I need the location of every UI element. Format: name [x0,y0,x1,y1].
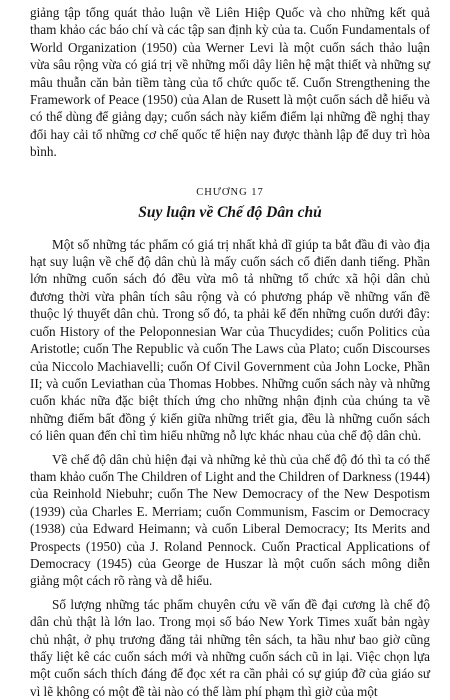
opening-paragraph: giảng tập tổng quát thảo luận về Liên Hiệp Quốc và cho những kết quả tham khảo các báo chí và các tập san định kỳ của ta. Cuốn Fundamentals of World Organization (1950) của Werner Levi là một cuốn sách thảo luận vừa sâu rộng vừa có giá trị về những mối dây liên hệ mật thiết và những sự mâu thuẫn căn bản tiềm tàng của tổ chức quốc tế. Cuốn Strengthening the Framework of Peace (1950) của Alan de Rusett là một cuốn sách dễ hiểu và có thể dùng để giảng dạy; cuốn sách này kiểm điểm lại những đề nghị thay đổi hay cải tổ những cơ chế quốc tế hiện nay được thành lập để duy trì hòa bình. [30,5,430,160]
previous-section-end [30,4,430,161]
paragraph-classics: Một số những tác phẩm có giá trị nhất khả dĩ giúp ta bắt đầu đi vào địa hạt suy luận về chế độ dân chủ là mấy cuốn sách cổ điển danh tiếng. Phần lớn những cuốn sách đó đều vừa mô tả những tổ chức xã hội dân chủ đương thời vừa phân tích sâu rộng và có phương pháp về những vấn đề thuộc lý thuyết dân chủ. Trong số đó, ta phải kể đến những cuốn dưới đây: cuốn History of the Peloponnesian War của Thucydides; cuốn Politics của Aristotle; cuốn The Republic và cuốn The Laws của Plato; cuốn Discourses của Niccolo Machiavelli; cuốn Of Civil Government của John Locke, Phần II; và cuốn Leviathan của Thomas Hobbes. Những cuốn sách này và những cuốn khác nữa đặc biệt thích ứng cho những nhận định của chúng ta về những điểm bất đồng ý kiến giữa những triết gia, đều là những cuốn sách có liên quan đến chỉ tìm hiểu những nỗ lực khác nhau của chế độ dân chủ. [30,236,430,444]
chapter-number: CHƯƠNG 17 [196,186,264,198]
paragraph-general-works: Số lượng những tác phẩm chuyên cứu về vấn đề đại cương là chế độ dân chủ thật là lớn lao. Trong mọi số báo New York Times xuất bản ngày chủ nhật, ở phụ trương đăng tải những tên sách, ta hầu như bao giờ cũng thấy liệt kê các cuốn sách mới và những cuốn sách cũ in lại. Việc chọn lựa một cuốn sách thích đáng để đọc xét ra cần phải có sự giúp đỡ của giáo sư vì lẽ không có một đề tài nào có thể làm phí phạm thì giờ của một [30,596,430,699]
paragraph-modern-democracy: Về chế độ dân chủ hiện đại và những kẻ thù của chế độ đó thì ta có thể tham khảo cuốn The Children of Light and the Children of Darkness (1944) của Reinhold Niebuhr; cuốn The New Democracy of the New Despotism (1939) của Charles E. Merriam; cuốn Communism, Fascim or Democracy (1938) của Edward Heimann; và cuốn Liberal Democracy; Its Merits and Prospects (1950) của J. Roland Pennock. Cuốn Practical Applications of Democracy (1945) của George de Huszar là một cuốn sách mông diễn giảng một cách rõ ràng và dễ hiểu. [30,451,430,589]
chapter-title: Suy luận về Chế độ Dân chủ [138,203,322,221]
